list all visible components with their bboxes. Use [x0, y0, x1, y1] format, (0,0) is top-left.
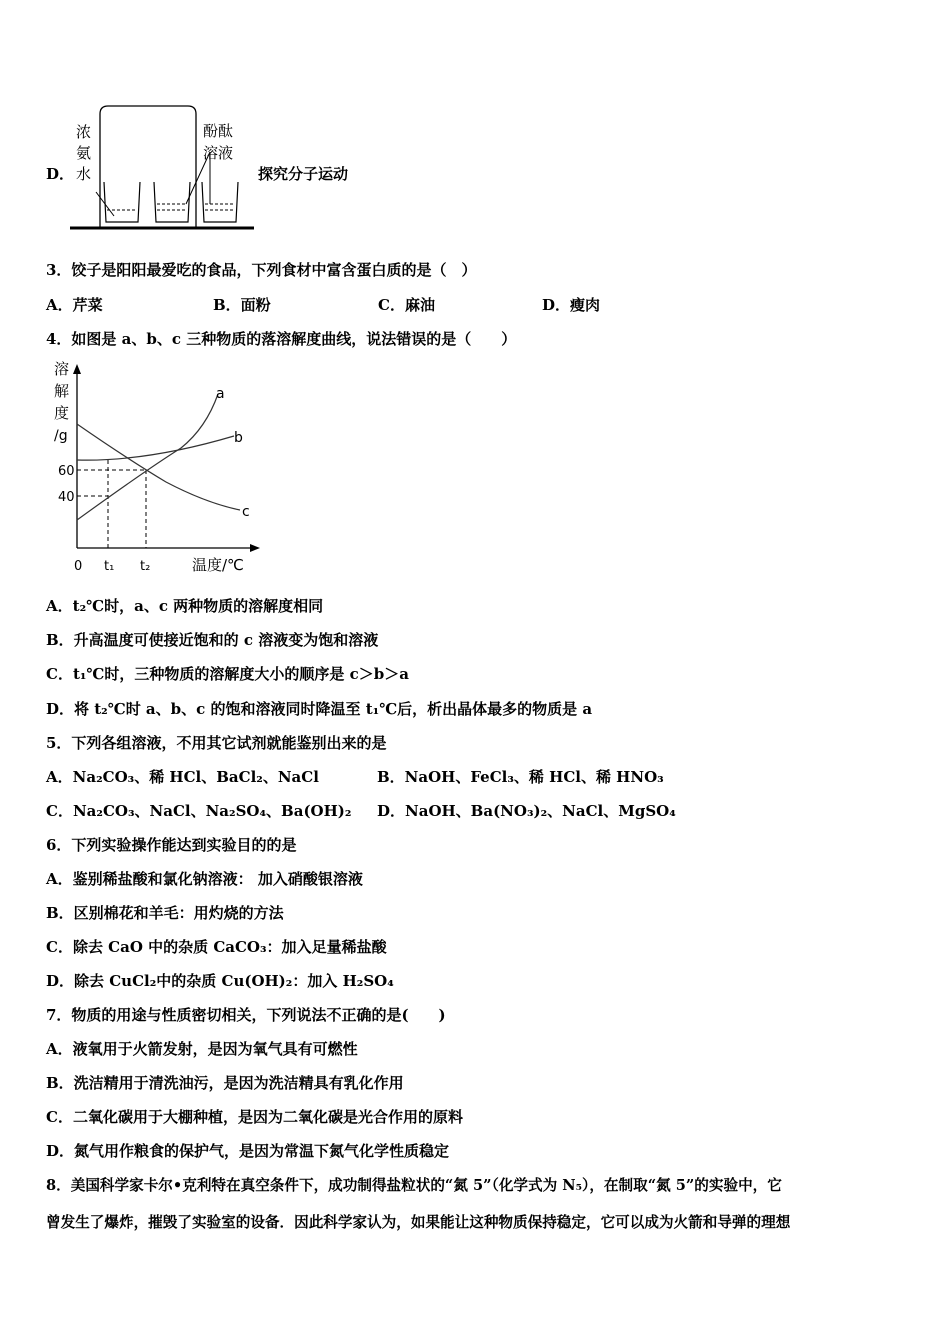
svg-text:/g: /g	[54, 428, 68, 444]
beaker-middle	[154, 182, 190, 222]
q5-option-d: D．NaOH、Ba(NO₃)₂、NaCl、MgSO₄	[377, 802, 676, 820]
q7-stem: 7．物质的用途与性质密切相关，下列说法不正确的是( )	[46, 1006, 446, 1024]
series-label-c: c	[242, 504, 250, 520]
q4-option-a: A．t₂℃时，a、c 两种物质的溶解度相同	[46, 597, 324, 615]
curve-c	[77, 424, 240, 510]
x-axis-arrow	[250, 544, 260, 552]
q6-stem: 6．下列实验操作能达到实验目的的是	[46, 836, 297, 854]
q2-option-d	[0, 100, 400, 235]
q3-option-a: A．芹菜	[46, 296, 103, 314]
q7-option-b: B．洗洁精用于清洗油污，是因为洗洁精具有乳化作用	[46, 1074, 404, 1092]
q3-option-b: B．面粉	[213, 296, 271, 314]
svg-text:解: 解	[54, 382, 70, 400]
q6-option-a: A．鉴别稀盐酸和氯化钠溶液： 加入硝酸银溶液	[46, 870, 363, 888]
q4-stem: 4．如图是 a、b、c 三种物质的落溶解度曲线，说法错误的是（ ）	[46, 330, 517, 348]
q2-option-d-label: D．	[46, 165, 75, 183]
origin-label: 0	[74, 559, 83, 574]
q5-option-b: B．NaOH、FeCl₃、稀 HCl、稀 HNO₃	[377, 768, 664, 786]
q6-option-b: B．区别棉花和羊毛：用灼烧的方法	[46, 904, 284, 922]
q5-stem: 5．下列各组溶液，不用其它试剂就能鉴别出来的是	[46, 734, 387, 752]
left-bottle-label: 浓 氨 水	[76, 123, 92, 183]
series-label-a: a	[216, 386, 225, 402]
q7-option-c: C．二氧化碳用于大棚种植，是因为二氧化碳是光合作用的原料	[46, 1108, 463, 1126]
q8-line-1: 8．美国科学家卡尔•克利特在真空条件下，成功制得盐粒状的“氮 5”（化学式为 N₅），在制取“氮 5”的实验中，它	[46, 1177, 782, 1194]
q4-option-b: B．升高温度可使接近饱和的 c 溶液变为饱和溶液	[46, 631, 379, 649]
q3-option-c: C．麻油	[378, 296, 435, 314]
q7-option-d: D．氮气用作粮食的保护气，是因为常温下氮气化学性质稳定	[46, 1142, 450, 1160]
q6-option-c: C．除去 CaO 中的杂质 CaCO₃：加入足量稀盐酸	[46, 938, 387, 956]
y-tick-40: 40	[58, 490, 75, 505]
y-axis-label: 溶	[54, 360, 70, 378]
right-bottle-label: 酚酞 溶液	[203, 122, 234, 162]
x-tick-t1: t₁	[104, 559, 115, 574]
beaker-right	[202, 182, 238, 222]
q5-option-c: C．Na₂CO₃、NaCl、Na₂SO₄、Ba(OH)₂	[46, 802, 352, 820]
q6-option-d: D．除去 CuCl₂中的杂质 Cu(OH)₂：加入 H₂SO₄	[46, 972, 394, 990]
curve-a	[77, 394, 218, 520]
y-tick-60: 60	[58, 464, 75, 479]
solubility-chart	[46, 358, 276, 580]
beaker-left	[104, 182, 140, 222]
q3-stem: 3．饺子是阳阳最爱吃的食品，下列食材中富含蛋白质的是（ ）	[46, 261, 477, 279]
q4-option-c: C．t₁℃时，三种物质的溶解度大小的顺序是 c＞b＞a	[46, 665, 409, 683]
y-axis-arrow	[73, 364, 81, 374]
q2-option-d-caption: 探究分子运动	[258, 165, 349, 183]
q3-option-d: D．瘦肉	[542, 296, 601, 314]
q4-option-d: D．将 t₂℃时 a、b、c 的饱和溶液同时降温至 t₁℃后，析出晶体最多的物质是 a	[46, 700, 593, 718]
x-axis-label: 温度/℃	[192, 556, 244, 574]
svg-text:度: 度	[54, 404, 70, 422]
q8-line-2: 曾发生了爆炸，摧毁了实验室的设备．因此科学家认为，如果能让这种物质保持稳定，它可以成为火箭和导弹的理想	[46, 1214, 791, 1231]
x-tick-t2: t₂	[140, 559, 151, 574]
q5-option-a: A．Na₂CO₃、稀 HCl、BaCl₂、NaCl	[46, 768, 319, 786]
series-label-b: b	[234, 430, 243, 446]
q7-option-a: A．液氧用于火箭发射，是因为氧气具有可燃性	[46, 1040, 358, 1058]
